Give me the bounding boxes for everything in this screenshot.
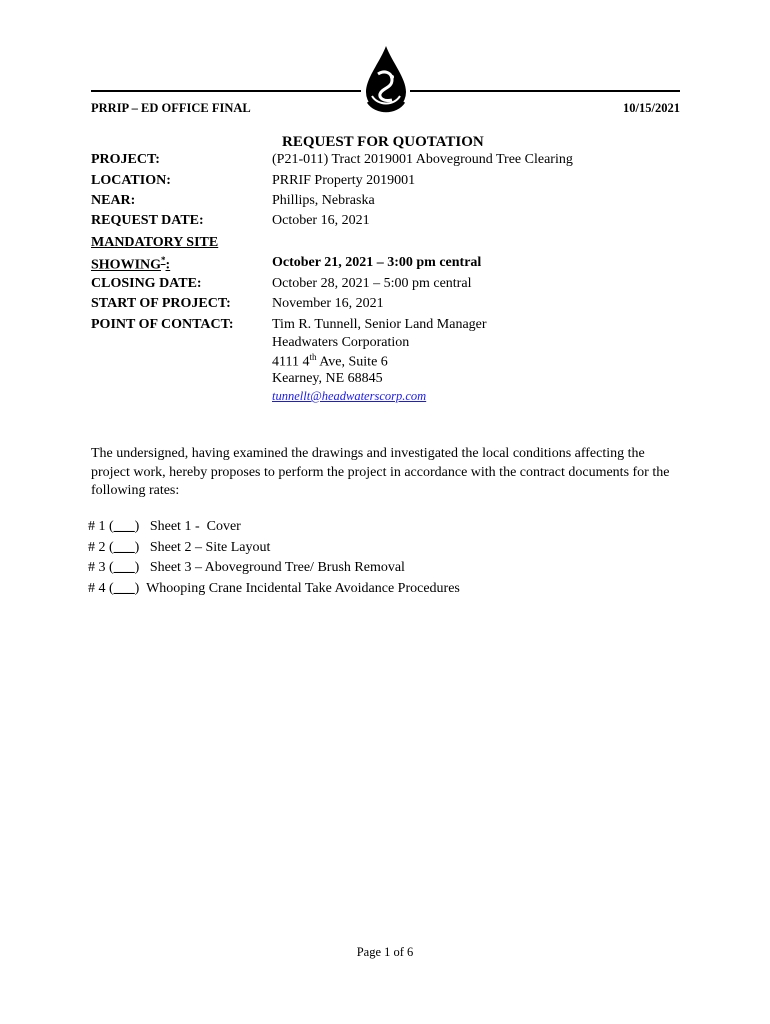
item-close: ) bbox=[134, 540, 140, 555]
project-label: PROJECT: bbox=[91, 152, 160, 167]
point-of-contact-label: POINT OF CONTACT: bbox=[91, 317, 234, 332]
showing-label bbox=[91, 255, 170, 274]
request-date-value: October 16, 2021 bbox=[272, 213, 370, 228]
contact-address-suffix: th bbox=[309, 352, 317, 362]
header-left-text: PRRIP – ED OFFICE FINAL bbox=[91, 101, 251, 115]
list-item bbox=[88, 540, 270, 556]
start-of-project-value: November 16, 2021 bbox=[272, 296, 384, 311]
near-label: NEAR: bbox=[91, 193, 136, 208]
project-value: (P21-011) Tract 2019001 Aboveground Tree Clearing bbox=[272, 152, 573, 167]
item-close: ) bbox=[134, 519, 140, 534]
item-blank: ___ bbox=[113, 581, 135, 596]
location-value: PRRIF Property 2019001 bbox=[272, 173, 416, 188]
header-rule-left bbox=[91, 90, 361, 92]
contact-address-number: 4111 4 bbox=[272, 354, 310, 370]
showing-label-text: SHOWING bbox=[91, 257, 162, 273]
showing-footnote-mark: * bbox=[161, 255, 166, 265]
list-item bbox=[88, 560, 405, 576]
item-close: ) bbox=[134, 560, 140, 575]
item-number: # 1 ( bbox=[88, 519, 114, 534]
item-blank: ___ bbox=[113, 519, 135, 534]
location-label: LOCATION: bbox=[91, 173, 171, 188]
intro-paragraph: The undersigned, having examined the drawings and investigated the local conditions affecting the project work, hereby proposes to perform the project in accordance with the contract documents for the following rates: bbox=[91, 446, 670, 498]
item-text: Sheet 2 – Site Layout bbox=[139, 540, 271, 555]
mandatory-showing-value: October 21, 2021 – 3:00 pm central bbox=[272, 255, 482, 270]
header-rule-right bbox=[410, 90, 680, 92]
document-title: REQUEST FOR QUOTATION bbox=[282, 134, 484, 150]
request-date-label: REQUEST DATE: bbox=[91, 213, 204, 228]
item-text: Sheet 3 – Aboveground Tree/ Brush Removal bbox=[139, 560, 405, 575]
showing-colon: : bbox=[165, 257, 171, 273]
near-value: Phillips, Nebraska bbox=[272, 193, 375, 208]
mandatory-site-label: MANDATORY SITE bbox=[91, 235, 219, 250]
item-blank: ___ bbox=[113, 540, 135, 555]
closing-date-label: CLOSING DATE: bbox=[91, 276, 202, 291]
contact-city: Kearney, NE 68845 bbox=[272, 371, 383, 386]
list-item bbox=[88, 519, 241, 535]
start-of-project-label: START OF PROJECT: bbox=[91, 296, 231, 311]
item-text: Whooping Crane Incidental Take Avoidance Procedures bbox=[139, 581, 460, 596]
item-blank: ___ bbox=[113, 560, 135, 575]
page-number: Page 1 of 6 bbox=[356, 945, 414, 959]
item-text: Sheet 1 - Cover bbox=[139, 519, 241, 534]
item-number: # 3 ( bbox=[88, 560, 114, 575]
contact-address-street: Ave, Suite 6 bbox=[316, 354, 388, 370]
contact-address bbox=[272, 352, 388, 371]
contact-name: Tim R. Tunnell, Senior Land Manager bbox=[272, 317, 487, 332]
closing-date-value: October 28, 2021 – 5:00 pm central bbox=[272, 276, 472, 291]
header-date: 10/15/2021 bbox=[623, 101, 680, 115]
item-number: # 4 ( bbox=[88, 581, 114, 596]
crane-drop-logo-icon bbox=[362, 44, 410, 116]
contact-email-link[interactable]: tunnellt@headwaterscorp.com bbox=[272, 389, 427, 403]
list-item bbox=[88, 581, 460, 597]
item-close: ) bbox=[134, 581, 140, 596]
item-number: # 2 ( bbox=[88, 540, 114, 555]
contact-organization: Headwaters Corporation bbox=[272, 335, 410, 350]
